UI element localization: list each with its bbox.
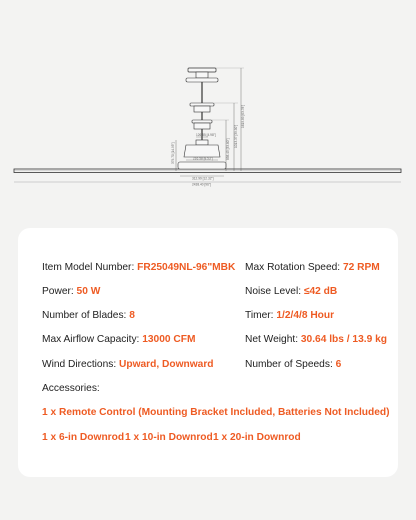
spec-power-label: Power:: [42, 286, 77, 297]
spec-noise-value: ≤42 dB: [303, 286, 338, 297]
mount-plate-top: [186, 78, 218, 82]
accessory-downrod-10: 1 x 10-in Downrod: [125, 432, 213, 443]
dim-canopy: 126.55 [4.98"]: [196, 133, 216, 137]
spec-wind-value: Upward, Downward: [119, 359, 214, 370]
spec-wind-label: Wind Directions:: [42, 359, 119, 370]
spec-blades-label: Number of Blades:: [42, 310, 130, 321]
accessory-downrod-6: 1 x 6-in Downrod: [42, 432, 125, 443]
spec-timer: [245, 310, 334, 322]
spec-timer-value: 1/2/4/8 Hour: [276, 310, 335, 321]
dim-housing: 312.99 [12.32"]: [192, 176, 214, 181]
spec-blades: [42, 310, 135, 322]
fan-diagram-svg: [0, 0, 416, 220]
fan-dimension-drawing: [0, 0, 416, 220]
spec-max-speed-value: 72 RPM: [342, 262, 380, 273]
spec-weight: [245, 334, 387, 346]
dim-low-height: 858.45 [33.80"]: [226, 138, 230, 160]
blade-hub: [178, 162, 226, 169]
accessory-downrod-20: 1 x 20-in Downrod: [213, 432, 301, 443]
dim-mid-height: 1013.37 [39.90"]: [234, 124, 238, 148]
dim-span: 2438.40 [96"]: [192, 182, 211, 187]
spec-timer-label: Timer:: [245, 310, 277, 321]
accessory-remote: 1 x Remote Control (Mounting Bracket Included, Batteries Not Included): [42, 407, 390, 418]
dim-motor: 216.58 [8.53"]: [193, 156, 213, 161]
spec-weight-value: 30.64 lbs / 13.9 kg: [300, 334, 387, 345]
spec-model-label: Item Model Number:: [42, 262, 138, 273]
spec-noise: [245, 286, 337, 298]
spec-weight-label: Net Weight:: [245, 334, 301, 345]
spec-power-value: 50 W: [76, 286, 101, 297]
dim-bottom: 379.70 [14.95"]: [171, 142, 175, 164]
accessories-title: Accessories:: [42, 383, 100, 394]
spec-max-speed-label: Max Rotation Speed:: [245, 262, 343, 273]
canopy-low: [192, 120, 212, 123]
spec-speeds: [245, 359, 341, 371]
spec-airflow-value: 13000 CFM: [142, 334, 196, 345]
spec-noise-label: Noise Level:: [245, 286, 304, 297]
spec-model-value: FR25049NL-96"MBK: [137, 262, 236, 273]
canopy-top: [188, 68, 216, 72]
spec-blades-value: 8: [129, 310, 135, 321]
motor-collar: [196, 140, 208, 145]
spec-airflow-label: Max Airflow Capacity:: [42, 334, 143, 345]
spec-airflow: [42, 334, 195, 346]
dim-overall-height: 1619.89 [63.78"]: [241, 104, 245, 128]
spec-speeds-value: 6: [335, 359, 342, 370]
canopy-mid: [190, 103, 214, 106]
spec-max-speed: [245, 262, 380, 274]
motor-housing: [184, 145, 220, 157]
spec-card: [18, 228, 398, 477]
canopy-collar-low: [194, 123, 210, 129]
spec-model: [42, 262, 235, 274]
spec-wind: [42, 359, 214, 371]
spec-power: [42, 286, 100, 298]
canopy-collar-mid: [194, 106, 210, 112]
canopy-collar-top: [196, 72, 208, 78]
spec-speeds-label: Number of Speeds:: [245, 359, 336, 370]
